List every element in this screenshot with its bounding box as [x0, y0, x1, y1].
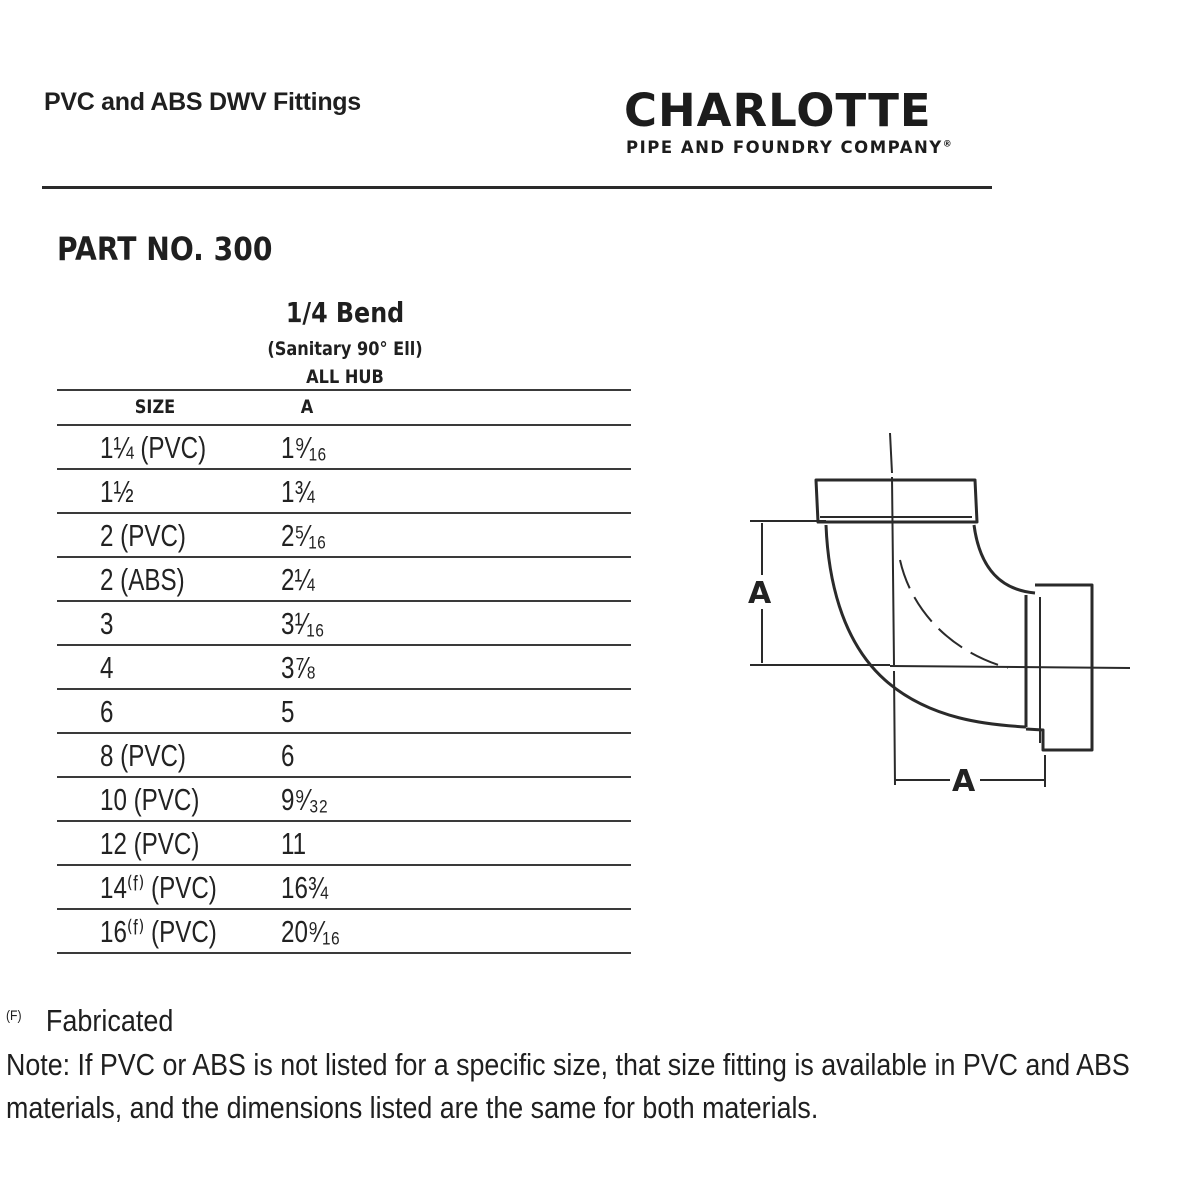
part-number: PART NO. 300	[57, 230, 273, 268]
horizontal-centerline	[890, 666, 1130, 668]
header-divider	[42, 186, 992, 189]
dimension-table	[57, 389, 631, 954]
size-cell: 2 (ABS)	[100, 562, 185, 597]
vertical-centerline	[890, 433, 895, 785]
size-cell: 4	[100, 650, 114, 685]
outer-wall	[826, 525, 1026, 727]
document-title: PVC and ABS DWV Fittings	[44, 88, 361, 116]
table-row	[57, 470, 631, 512]
fitting-subtitle: (Sanitary 90° Ell)	[267, 338, 423, 360]
fitting-hub-type: ALL HUB	[306, 366, 384, 388]
size-cell: 10 (PVC)	[100, 782, 200, 817]
footnote	[6, 1003, 173, 1039]
dimension-a-cell: 2⁵⁄₁₆	[281, 518, 327, 553]
table-row	[57, 558, 631, 600]
dimension-a-cell: 9⁹⁄₃₂	[281, 782, 329, 817]
fitting-name: 1/4 Bend	[285, 296, 405, 329]
size-cell: 16⁽ᶠ⁾ (PVC)	[100, 914, 217, 949]
size-cell: 1½	[100, 474, 134, 509]
dimension-a-cell: 6	[281, 738, 295, 773]
size-cell: 14⁽ᶠ⁾ (PVC)	[100, 870, 217, 905]
dimension-a-cell: 3⅞	[281, 650, 315, 685]
table-header-row	[57, 391, 631, 424]
table-body	[57, 426, 631, 954]
center-arc	[900, 560, 1008, 668]
dimension-label-horizontal: A	[952, 764, 976, 799]
inner-wall	[974, 525, 1035, 593]
table-row	[57, 866, 631, 908]
size-cell: 3	[100, 606, 114, 641]
dimension-a-cell: 1¾	[281, 474, 315, 509]
brand-logo-subtitle	[626, 138, 953, 157]
footnote-mark: (F)	[6, 1007, 22, 1023]
top-hub-outline	[816, 480, 977, 522]
size-cell: 6	[100, 694, 114, 729]
dimension-a-cell: 16¾	[281, 870, 329, 905]
dimension-label-vertical: A	[748, 576, 772, 611]
size-cell: 12 (PVC)	[100, 826, 200, 861]
column-header-a: A	[300, 396, 314, 418]
quarter-bend-diagram	[740, 425, 1140, 805]
dimension-a-cell: 5	[281, 694, 295, 729]
materials-note: Note: If PVC or ABS is not listed for a specific size, that size fitting is available in PVC and ABS materials, and the dimensions listed are the same for both materials.	[6, 1047, 1130, 1125]
dimension-a-cell: 1⁹⁄₁₆	[281, 430, 327, 465]
dimension-a-cell: 3¹⁄₁₆	[281, 606, 325, 641]
table-rule	[57, 952, 631, 954]
table-row	[57, 734, 631, 776]
table-row	[57, 778, 631, 820]
size-cell: 2 (PVC)	[100, 518, 186, 553]
dimension-a-cell: 11	[281, 826, 307, 861]
table-row	[57, 822, 631, 864]
footnote-text: Fabricated	[45, 1003, 174, 1038]
size-cell: 8 (PVC)	[100, 738, 186, 773]
size-cell: 1¼ (PVC)	[100, 430, 207, 465]
table-row	[57, 426, 631, 468]
table-row	[57, 646, 631, 688]
dimension-a-cell: 20⁹⁄₁₆	[281, 914, 341, 949]
brand-logo-wordmark: CHARLOTTE	[624, 84, 932, 137]
table-row	[57, 602, 631, 644]
table-row	[57, 910, 631, 952]
dimension-a-cell: 2¼	[281, 562, 315, 597]
table-row	[57, 514, 631, 556]
column-header-size: SIZE	[134, 396, 176, 418]
brand-logo-subtitle-text: PIPE AND FOUNDRY COMPANY	[626, 138, 943, 157]
registered-mark: ®	[942, 139, 954, 150]
table-row	[57, 690, 631, 732]
